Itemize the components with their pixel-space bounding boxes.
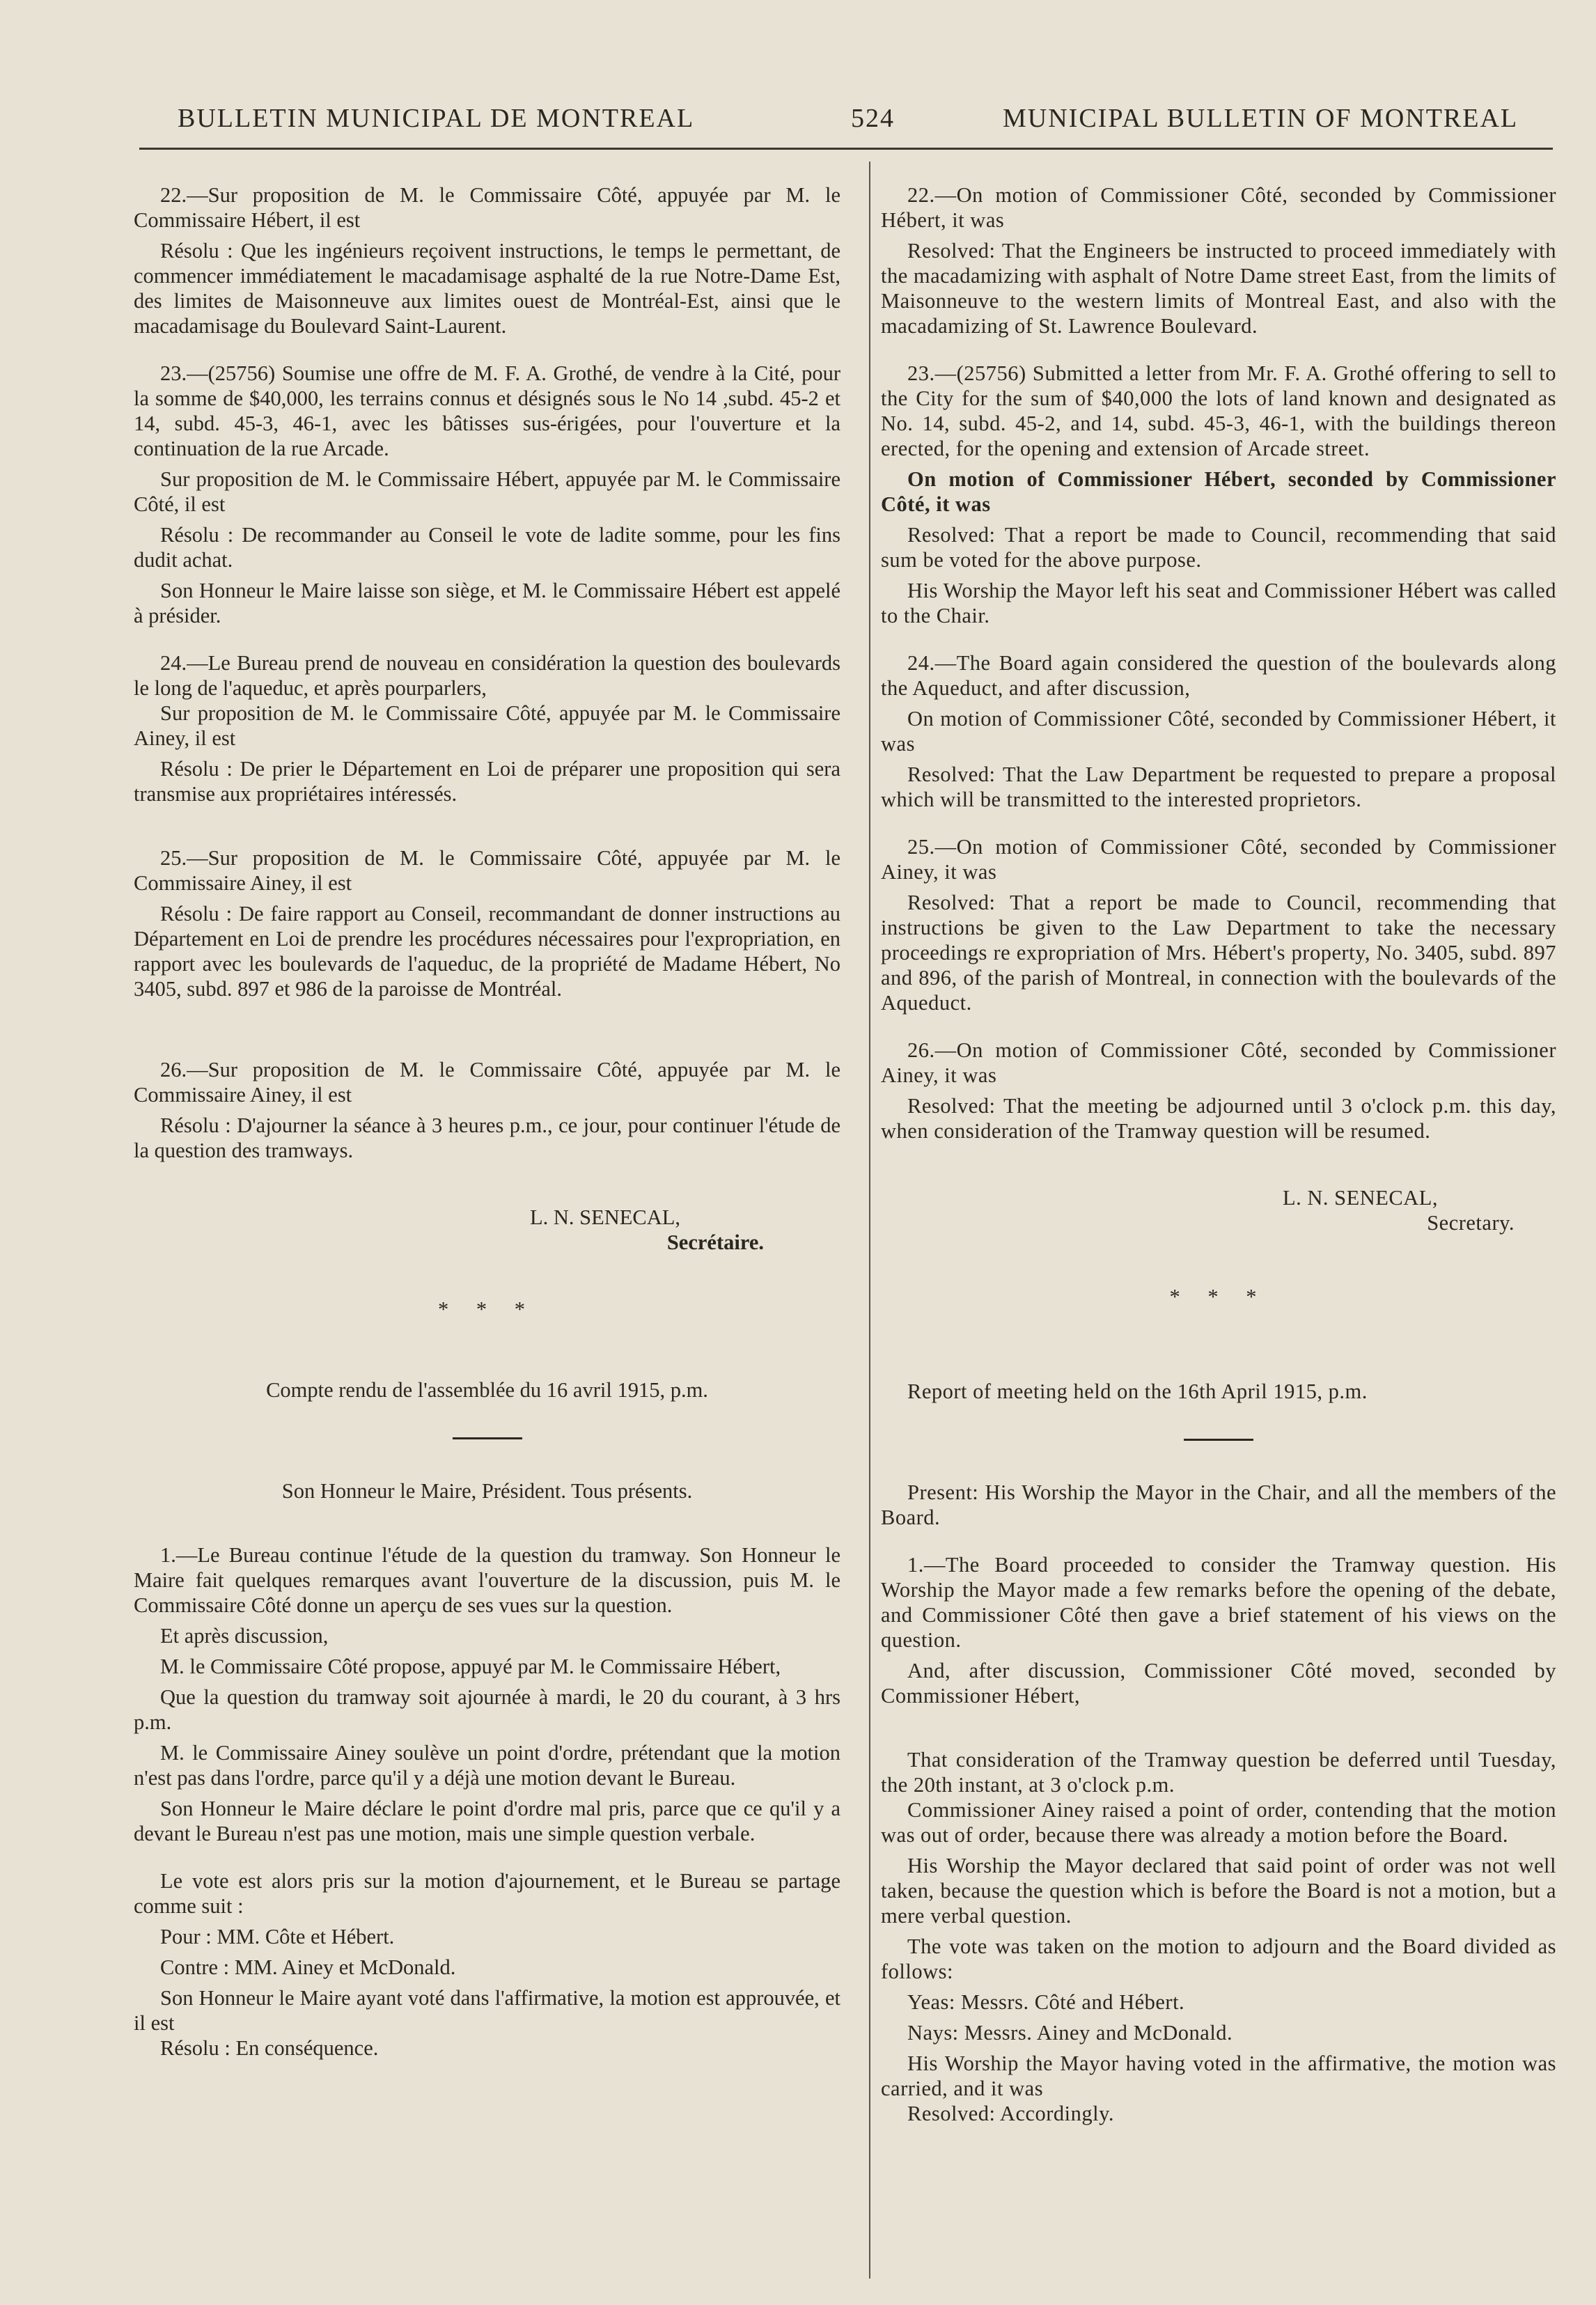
en-item-23-mayor: His Worship the Mayor left his seat and Commissioner Hébert was called to the Chair.: [881, 579, 1556, 627]
fr-tramway-after-discussion: Et après discussion,: [160, 1624, 329, 1648]
en-item-24-intro: 24.—The Board again considered the question of the boulevards along the Aqueduct, and after discussion,: [881, 651, 1556, 700]
en-report-title: Report of meeting held on the 16th April 1915, p.m.: [907, 1380, 1368, 1403]
fr-item-25-resolution: Résolu : De faire rapport au Conseil, recommandant de donner instructions au Département en Loi de prendre les procédures nécessaires pour l'expropriation, en rapport avec les boulevards de l'aqueduc, de la propriété de Madame Hébert, No 3405, subd. 897 et 986 de la paroisse de Montréal.: [134, 902, 840, 1001]
en-item-26-motion: 26.—On motion of Commissioner Côté, seconded by Commissioner Ainey, it was: [881, 1038, 1556, 1087]
en-signature-title: Secretary.: [1427, 1211, 1515, 1235]
fr-signature-name: L. N. SENECAL,: [529, 1205, 680, 1229]
en-item-25-resolution: Resolved: That a report be made to Council, recommending that instructions be given to the Law Department to take the necessary proceedings re expropriation of Mrs. Hébert's property, No. 3405, subd. 897 and 896, of the parish of Montreal, in connection with the boulevards of the Aqueduct.: [881, 891, 1556, 1015]
fr-item-23-resolution: Résolu : De recommander au Conseil le vote de ladite somme, pour les fins dudit achat.: [134, 523, 840, 572]
en-tramway-resolution: Resolved: Accordingly.: [907, 2102, 1115, 2125]
fr-tramway-motion-text: Que la question du tramway soit ajournée à mardi, le 20 du courant, à 3 hrs p.m.: [134, 1685, 840, 1734]
fr-tramway-proposal: M. le Commissaire Côté propose, appuyé par M. le Commissaire Hébert,: [160, 1655, 781, 1678]
en-item-23-resolution: Resolved: That a report be made to Council, recommending that said sum be voted for the above purpose.: [881, 523, 1556, 572]
fr-item-24-motion: Sur proposition de M. le Commissaire Côté, appuyée par M. le Commissaire Ainey, il est: [134, 701, 840, 750]
fr-tramway-intro: 1.—Le Bureau continue l'étude de la question du tramway. Son Honneur le Maire fait quelques remarques avant l'ouverture de la discussion, puis M. le Commissaire Côté donne un aperçu de ses vues sur la question.: [134, 1543, 840, 1617]
fr-item-24-intro: 24.—Le Bureau prend de nouveau en considération la question des boulevards le long de l'aqueduc, et après pourparlers,: [134, 651, 840, 700]
fr-item-23-mayor: Son Honneur le Maire laisse son siège, et M. le Commissaire Hébert est appelé à présider.: [134, 579, 840, 627]
header-right-title: MUNICIPAL BULLETIN OF MONTREAL: [1003, 104, 1519, 133]
fr-attendance: Son Honneur le Maire, Président. Tous présents.: [281, 1479, 693, 1503]
page-number: 524: [851, 104, 895, 133]
french-column: [134, 182, 840, 2061]
fr-tramway-point-of-order: M. le Commissaire Ainey soulève un point d'ordre, prétendant que la motion n'est pas dans l'ordre, parce qu'il y a déjà une motion devant le Bureau.: [134, 1741, 840, 1790]
en-item-25-motion: 25.—On motion of Commissioner Côté, seconded by Commissioner Ainey, it was: [881, 835, 1556, 884]
fr-item-23-offer: 23.—(25756) Soumise une offre de M. F. A. Grothé, de vendre à la Cité, pour la somme de $40,000, les terrains connus et désignés sous le No 14 ,subd. 45-2 et 14, subd. 45-3, 46-1, avec les bâtisses sus-érigées, pour l'ouverture et la continuation de la rue Arcade.: [134, 361, 840, 460]
fr-tramway-resolution: Résolu : En conséquence.: [160, 2036, 379, 2060]
en-item-24-resolution: Resolved: That the Law Department be requested to prepare a proposal which will be transmitted to the interested proprietors.: [881, 763, 1556, 811]
en-tramway-nays: Nays: Messrs. Ainey and McDonald.: [907, 2021, 1233, 2045]
column-divider: [869, 162, 870, 2279]
en-short-rule: [1184, 1439, 1253, 1441]
fr-report-title: Compte rendu de l'assemblée du 16 avril 1915, p.m.: [266, 1378, 708, 1402]
en-tramway-mayor-vote: His Worship the Mayor having voted in the affirmative, the motion was carried, and it was: [881, 2052, 1556, 2100]
en-tramway-point-of-order: Commissioner Ainey raised a point of order, contending that the motion was out of order, because there was already a motion before the Board.: [881, 1798, 1556, 1847]
fr-item-24-resolution: Résolu : De prier le Département en Loi de préparer une proposition qui sera transmise aux propriétaires intéressés.: [134, 757, 840, 806]
fr-tramway-for: Pour : MM. Côte et Hébert.: [160, 1925, 395, 1948]
fr-item-22-motion: 22.—Sur proposition de M. le Commissaire Côté, appuyée par M. le Commissaire Hébert, il est: [134, 183, 840, 232]
en-tramway-vote: The vote was taken on the motion to adjourn and the Board divided as follows:: [881, 1935, 1556, 1983]
en-tramway-yeas: Yeas: Messrs. Côté and Hébert.: [907, 1990, 1185, 2014]
en-tramway-motion-text: That consideration of the Tramway question be deferred until Tuesday, the 20th instant, at 3 o'clock p.m.: [881, 1748, 1556, 1797]
fr-signature-title: Secrétaire.: [666, 1230, 764, 1254]
en-item-22-motion: 22.—On motion of Commissioner Côté, seconded by Commissioner Hébert, it was: [881, 183, 1556, 232]
fr-item-23-motion: Sur proposition de M. le Commissaire Hébert, appuyée par M. le Commissaire Côté, il est: [134, 467, 840, 516]
en-item-22-resolution: Resolved: That the Engineers be instructed to proceed immediately with the macadamizing with asphalt of Notre Dame street East, from the limits of Maisonneuve to the western limits of Montreal East, and also with the macadamizing of St. Lawrence Boulevard.: [881, 239, 1557, 338]
fr-item-26-resolution: Résolu : D'ajourner la séance à 3 heures p.m., ce jour, pour continuer l'étude de la question des tramways.: [134, 1114, 840, 1162]
fr-item-26-motion: 26.—Sur proposition de M. le Commissaire Côté, appuyée par M. le Commissaire Ainey, il est: [134, 1058, 840, 1107]
en-item-24-motion: On motion of Commissioner Côté, seconded by Commissioner Hébert, it was: [881, 707, 1556, 756]
fr-tramway-vote: Le vote est alors pris sur la motion d'ajournement, et le Bureau se partage comme suit :: [134, 1869, 840, 1918]
header-rule: [139, 148, 1553, 150]
fr-short-rule: [453, 1437, 522, 1439]
en-signature-name: L. N. SENECAL,: [1282, 1186, 1438, 1210]
fr-separator-stars: * * *: [438, 1297, 536, 1321]
header-left-title: BULLETIN MUNICIPAL DE MONTREAL: [178, 104, 695, 133]
en-attendance: Present: His Worship the Mayor in the Chair, and all the members of the Board.: [881, 1480, 1556, 1529]
fr-item-25-motion: 25.—Sur proposition de M. le Commissaire Côté, appuyée par M. le Commissaire Ainey, il est: [134, 846, 840, 895]
english-column: [881, 182, 1556, 2126]
en-separator-stars: * * *: [1169, 1285, 1268, 1308]
en-tramway-after-discussion: And, after discussion, Commissioner Côté moved, seconded by Commissioner Hébert,: [881, 1659, 1556, 1708]
fr-tramway-mayor-vote: Son Honneur le Maire ayant voté dans l'affirmative, la motion est approuvée, et il est: [134, 1986, 840, 2035]
en-tramway-intro: 1.—The Board proceeded to consider the Tramway question. His Worship the Mayor made a few remarks before the opening of the debate, and Commissioner Côté then gave a brief statement of his views on the question.: [881, 1553, 1556, 1652]
en-tramway-mayor-ruling: His Worship the Mayor declared that said point of order was not well taken, because the question which is before the Board is not a motion, but a mere verbal question.: [881, 1854, 1556, 1928]
en-item-26-resolution: Resolved: That the meeting be adjourned until 3 o'clock p.m. this day, when consideration of the Tramway question will be resumed.: [881, 1094, 1556, 1143]
fr-item-22-resolution: Résolu : Que les ingénieurs reçoivent instructions, le temps le permettant, de commencer immédiatement le macadamisage asphalté de la rue Notre-Dame Est, des limites de Maisonneuve aux limites ouest de Montréal-Est, ainsi que le macadamisage du Boulevard Saint-Laurent.: [134, 239, 840, 338]
fr-tramway-mayor-ruling: Son Honneur le Maire déclare le point d'ordre mal pris, parce que ce qu'il y a devant le Bureau n'est pas une motion, mais une simple question verbale.: [134, 1797, 840, 1845]
fr-tramway-against: Contre : MM. Ainey et McDonald.: [160, 1955, 456, 1979]
en-item-23-letter: 23.—(25756) Submitted a letter from Mr. F. A. Grothé offering to sell to the City for the sum of $40,000 the lots of land known and designated as No. 14, subd. 45-2, and 14, subd. 45-3, 46-1, with the buildings thereon erected, for the opening and extension of Arcade street.: [881, 361, 1556, 460]
en-item-23-motion: On motion of Commissioner Hébert, seconded by Commissioner Côté, it was: [881, 467, 1556, 516]
